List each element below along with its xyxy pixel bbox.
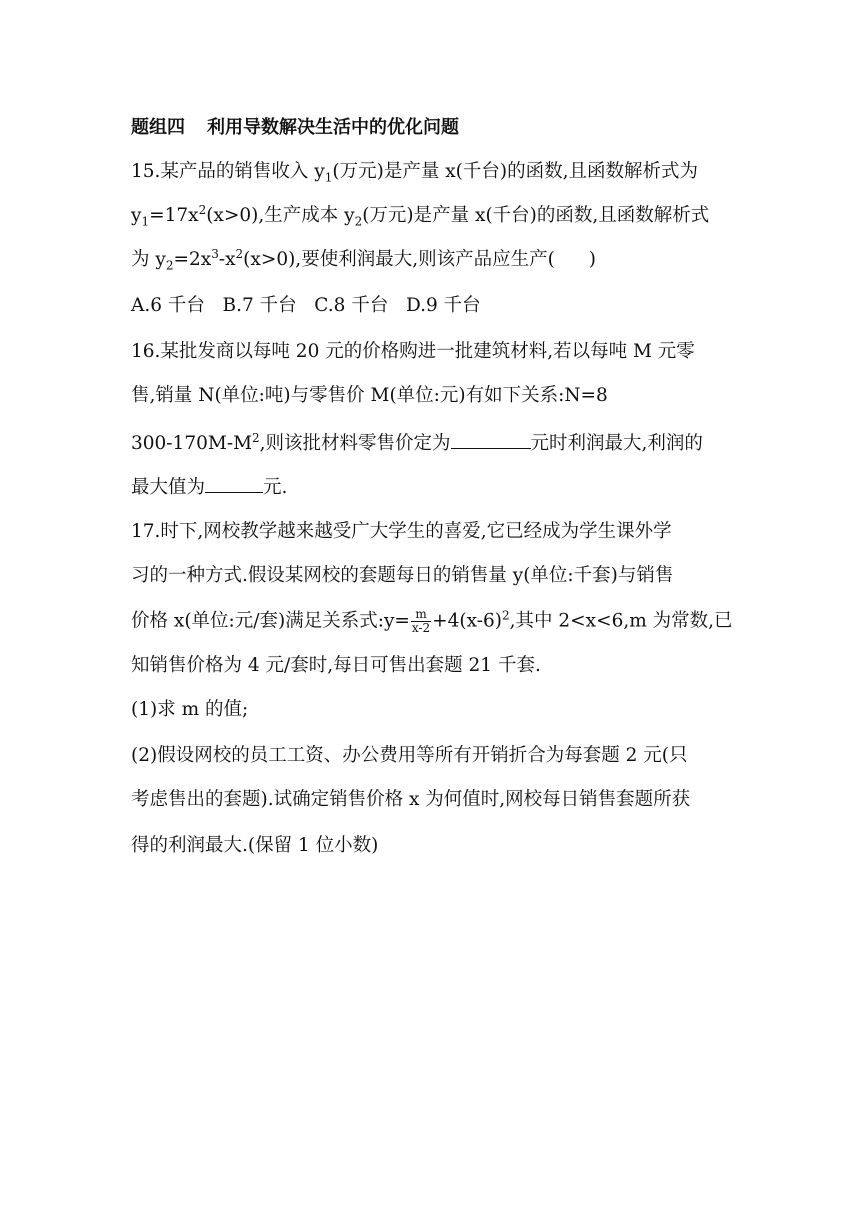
q15-line-1: 15.某产品的销售收入 $y_1$(万元)是产量 x(千台)的函数,且函数解析式为 [131,161,698,185]
q17-part-2-line-3: 得的利润最大.(保留 1 位小数) [131,835,379,856]
q16-line-3: $300-170M-M^2$,则该批材料零售价定为 元时利润最大,利润的 [131,430,703,454]
q17-line-4: 知销售价格为 4 元/套时,每日可售出套题 21 千套. [131,655,541,676]
heading-group: 题组四 [131,117,185,138]
q15-line-2: $y_1=17x^2(x>0)$,生产成本 $y_2$(万元)是产量 x(千台)的函数,且函数解析式 [131,202,710,229]
fill-blank-profit[interactable] [205,474,263,493]
fill-blank-price[interactable] [451,430,531,449]
heading-title: 利用导数解决生活中的优化问题 [207,117,459,138]
q15-options: A.6 千台 B.7 千台 C.8 千台 D.9 千台 [131,295,481,316]
q16-line-2: 售,销量 N(单位:吨)与零售价 M(单位:元)有如下关系:N=8 [131,385,608,406]
q17-part-1: (1)求 m 的值; [131,699,249,720]
q17-line-1: 17.时下,网校教学越来越受广大学生的喜爱,它已经成为学生课外学 [131,521,672,542]
fraction-m-over-x-minus-2: $\frac{m}{x-2}$ [411,607,431,635]
q15-line-3: 为 $y_2=2x^3-x^2(x>0)$,要使利润最大,则该产品应生产( ) [131,246,597,273]
q17-line-2: 习的一种方式.假设某网校的套题每日的销售量 y(单位:千套)与销售 [131,565,674,586]
q17-part-2-line-1: (2)假设网校的员工工资、办公费用等所有开销折合为每套题 2 元(只 [131,745,688,766]
q17-line-3: 价格 x(单位:元/套)满足关系式:y= $\frac{m}{x-2}$ $+4(x-6)^2$,其中 2<x<6,m 为常数,已 [131,607,733,635]
section-heading [131,116,459,140]
q16-line-1: 16.某批发商以每吨 20 元的价格购进一批建筑材料,若以每吨 M 元零 [131,341,695,362]
q17-part-2-line-2: 考虑售出的套题).试确定销售价格 x 为何值时,网校每日销售套题所获 [131,789,691,810]
q16-line-4: 最大值为 元. [131,474,287,500]
